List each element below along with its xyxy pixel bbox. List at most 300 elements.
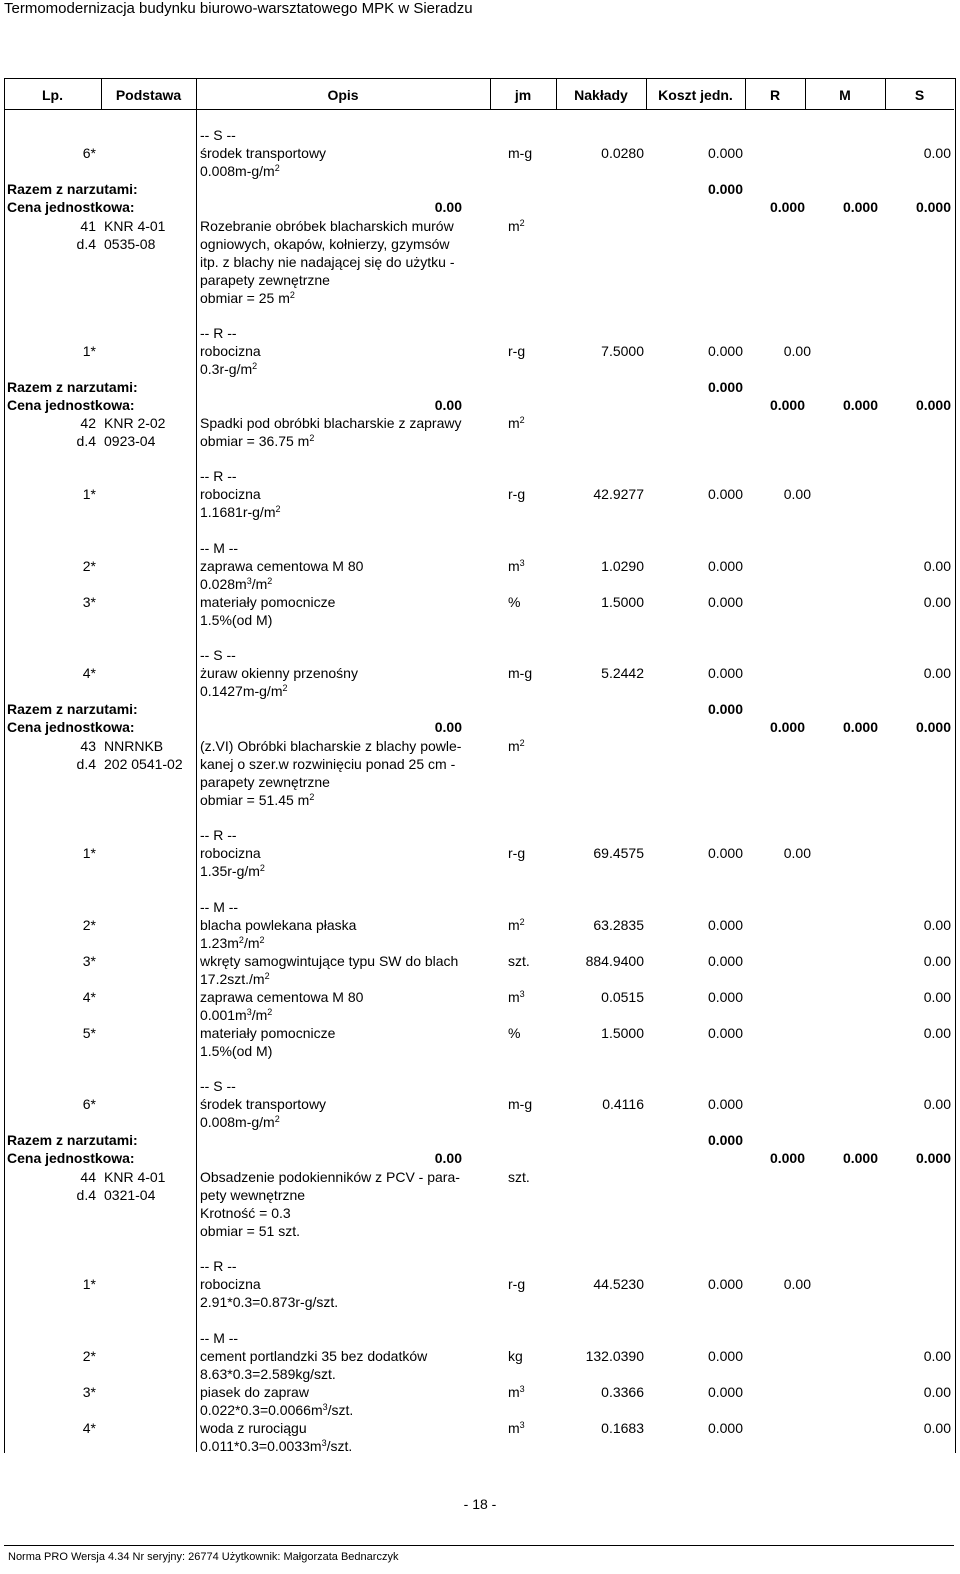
- table-cell-S: [811, 1096, 951, 1112]
- cell-text: 132.0390: [585, 1348, 644, 1364]
- cell-text: r-g: [508, 845, 526, 861]
- table-cell-R: [644, 1276, 743, 1292]
- table-cell-lp: [4, 1187, 96, 1203]
- table-cell-opis: [200, 1258, 490, 1274]
- table-cell-R: [644, 917, 743, 933]
- cell-text: Cena jednostkowa:: [7, 1150, 135, 1166]
- cell-text: 6*: [82, 145, 96, 161]
- cell-text: blacha powlekana płaska: [200, 917, 357, 933]
- table-cell-opis: [200, 415, 490, 431]
- table-cell-jm: [508, 1348, 556, 1364]
- table-cell-opis: [200, 468, 490, 484]
- table-cell-cR: [645, 1150, 805, 1166]
- table-cell-R: [644, 558, 743, 574]
- table-cell-S2: [805, 594, 951, 610]
- cell-text: Razem z narzutami:: [7, 379, 138, 395]
- table-cell-jm: [508, 989, 556, 1005]
- cell-text: Cena jednostkowa:: [7, 397, 135, 413]
- cell-text: obmiar = 25 m: [200, 290, 290, 306]
- cell-text: 69.4575: [593, 845, 644, 861]
- table-cell-cR: [645, 719, 805, 735]
- table-cell-R: [644, 1025, 743, 1041]
- table-cell-nak: [556, 594, 644, 610]
- table-cell-pod: [104, 756, 194, 772]
- cell-text: 0.00: [783, 1276, 811, 1292]
- cell-text: 42.9277: [593, 486, 644, 502]
- table-cell-opis: [200, 1007, 490, 1023]
- table-cell-opis: [200, 612, 490, 628]
- cell-text: 0.000: [707, 558, 743, 574]
- table-cell-lp: [4, 236, 96, 252]
- cell-text: m: [508, 917, 520, 933]
- cell-text: r-g: [508, 343, 526, 359]
- cell-text: 63.2835: [593, 917, 644, 933]
- software-footer: Norma PRO Wersja 4.34 Nr seryjny: 26774 Użytkownik: Małgorzata Bednarczyk: [8, 1551, 399, 1563]
- cell-text: 0.000: [707, 1420, 743, 1436]
- cell-text: 0.000: [707, 953, 743, 969]
- unit-exponent: 2: [259, 935, 265, 945]
- table-cell-lbl: [7, 379, 197, 395]
- cell-text: %: [508, 1025, 521, 1041]
- header-row-border: [4, 109, 954, 110]
- table-cell-nak: [556, 343, 644, 359]
- col-header-naklady: Nakłady: [574, 87, 628, 103]
- cell-text: m: [508, 738, 520, 754]
- cell-text: cement portlandzki 35 bez dodatków: [200, 1348, 428, 1364]
- cell-text: 0.000: [769, 397, 805, 413]
- cell-text: piasek do zapraw: [200, 1384, 309, 1400]
- table-cell-opis: [200, 163, 490, 179]
- table-cell-lp: [4, 1025, 96, 1041]
- table-cell-R: [644, 1384, 743, 1400]
- cell-text: 0.00: [434, 1150, 462, 1166]
- cell-text: 0923-04: [104, 433, 156, 449]
- table-cell-lbl: [7, 719, 197, 735]
- cell-text: 0.00: [783, 343, 811, 359]
- table-cell-opis: [200, 1025, 490, 1041]
- cell-text: m: [508, 558, 520, 574]
- cell-text: 1.5000: [601, 1025, 644, 1041]
- table-cell-lbl: [7, 397, 197, 413]
- table-cell-cM: [805, 199, 878, 215]
- unit-exponent: 2: [259, 863, 265, 873]
- table-cell-opis: [200, 1420, 490, 1436]
- table-cell-opis: [200, 1114, 490, 1130]
- table-cell-R: [644, 989, 743, 1005]
- cell-text: 1*: [82, 845, 96, 861]
- unit-exponent: 2: [252, 361, 258, 371]
- cell-text: 0.0515: [601, 989, 644, 1005]
- cell-text: robocizna: [200, 486, 261, 502]
- table-cell-R: [644, 486, 743, 502]
- cell-text: m-g: [508, 1096, 533, 1112]
- col-header-opis: Opis: [327, 87, 359, 103]
- cell-text: 5.2442: [601, 665, 644, 681]
- cell-text: 0.028m: [200, 576, 247, 592]
- table-cell-c0: [300, 199, 462, 215]
- cell-text: 2*: [82, 558, 96, 574]
- table-cell-lp: [4, 1420, 96, 1436]
- unit-exponent: 2: [267, 1007, 273, 1017]
- unit-exponent: 3: [519, 558, 525, 568]
- cell-text: m: [508, 415, 520, 431]
- cell-text: (z.VI) Obróbki blacharskie z blachy powle-: [200, 738, 462, 754]
- table-cell-opis: [200, 792, 490, 808]
- table-cell-opis: [200, 953, 490, 969]
- cell-text: m: [508, 1384, 520, 1400]
- table-cell-nak: [556, 486, 644, 502]
- cell-text: 0.00: [783, 486, 811, 502]
- table-cell-opis: [200, 1402, 490, 1418]
- table-cell-opis: [200, 863, 490, 879]
- cell-text: 0.000: [707, 701, 743, 717]
- cell-text: 0.1427m-g/m: [200, 683, 283, 699]
- table-cell-nak: [556, 1348, 644, 1364]
- cell-text: 0.00: [434, 397, 462, 413]
- unit-exponent: 2: [274, 163, 280, 173]
- table-cell-lbl: [7, 1132, 197, 1148]
- table-cell-M: [745, 845, 811, 861]
- cell-text: 0.000: [707, 379, 743, 395]
- cell-text: -- M --: [200, 540, 239, 556]
- table-cell-opis: [200, 504, 490, 520]
- table-cell-jm: [508, 1096, 556, 1112]
- table-cell-cS: [878, 1150, 951, 1166]
- table-cell-nak: [556, 665, 644, 681]
- cell-text: 2*: [82, 1348, 96, 1364]
- table-cell-R: [644, 665, 743, 681]
- table-cell-opis: [200, 594, 490, 610]
- cell-text: -- S --: [200, 1078, 236, 1094]
- cell-text: 0.000: [915, 397, 951, 413]
- footer-divider: [4, 1545, 954, 1546]
- cell-text: 0.000: [707, 1384, 743, 1400]
- cell-text: 0.000: [707, 1096, 743, 1112]
- cell-text: 1*: [82, 343, 96, 359]
- col-header-jm: jm: [514, 87, 532, 103]
- cell-text: kg: [508, 1348, 523, 1364]
- cell-text: Obsadzenie podokienników z PCV - para-: [200, 1169, 460, 1185]
- cell-text: 0.00: [923, 953, 951, 969]
- cell-text: 7.5000: [601, 343, 644, 359]
- table-cell-rv: [645, 1132, 743, 1148]
- table-cell-opis: [200, 738, 490, 754]
- unit-exponent: 2: [309, 792, 315, 802]
- cell-text: 3*: [82, 594, 96, 610]
- cell-text: 1.1681r-g/m: [200, 504, 276, 520]
- cell-text: NNRNKB: [104, 738, 164, 754]
- table-cell-opis: [200, 1330, 490, 1346]
- unit-exponent: 2: [264, 971, 270, 981]
- cell-text: 1.5%(od M): [200, 612, 273, 628]
- cell-text: 0.000: [707, 486, 743, 502]
- table-cell-opis: [200, 989, 490, 1005]
- table-cell-opis: [200, 325, 490, 341]
- cell-text: materiały pomocnicze: [200, 1025, 336, 1041]
- cell-text: 884.9400: [585, 953, 644, 969]
- table-cell-opis: [200, 1187, 490, 1203]
- table-cell-S2: [805, 558, 951, 574]
- table-cell-opis: [200, 218, 490, 234]
- table-cell-jm: [508, 558, 556, 574]
- table-cell-S2: [805, 917, 951, 933]
- table-cell-opis: [200, 343, 490, 359]
- cell-text: 0.00: [923, 1420, 951, 1436]
- unit-exponent: 3: [246, 576, 252, 586]
- table-cell-opis: [200, 236, 490, 252]
- cell-text: %: [508, 594, 521, 610]
- cell-text: 0.000: [707, 181, 743, 197]
- table-cell-rv: [645, 379, 743, 395]
- cell-text: 0.1683: [601, 1420, 644, 1436]
- cell-text: 1*: [82, 486, 96, 502]
- table-cell-opis: [200, 272, 490, 288]
- cell-text: 202 0541-02: [104, 756, 183, 772]
- col-header-s: S: [914, 87, 925, 103]
- cell-text: -- M --: [200, 899, 239, 915]
- unit-exponent: 3: [322, 1402, 328, 1412]
- table-cell-lbl: [7, 701, 197, 717]
- table-cell-S2: [805, 989, 951, 1005]
- table-cell-pod: [104, 1169, 194, 1185]
- cell-text: 0.000: [842, 199, 878, 215]
- table-cell-jm: [508, 738, 556, 754]
- cell-text: 0.000: [707, 1025, 743, 1041]
- table-cell-S2: [805, 1420, 951, 1436]
- cell-text: 1.5%(od M): [200, 1043, 273, 1059]
- table-cell-cM: [805, 397, 878, 413]
- cell-text: 0.000: [707, 1132, 743, 1148]
- table-cell-opis: [200, 899, 490, 915]
- cell-text: pety wewnętrzne: [200, 1187, 306, 1203]
- cell-text: 0.00: [923, 1096, 951, 1112]
- table-cell-pod: [104, 236, 194, 252]
- cell-text: r-g: [508, 1276, 526, 1292]
- unit-exponent: 3: [519, 1384, 525, 1394]
- unit-exponent: 3: [321, 1438, 327, 1448]
- table-cell-jm: [508, 218, 556, 234]
- cell-text: -- S --: [200, 127, 236, 143]
- unit-tail: /szt.: [326, 1438, 353, 1454]
- cell-text: 4*: [82, 989, 96, 1005]
- table-cell-pod: [104, 433, 194, 449]
- cell-text: 0.0280: [601, 145, 644, 161]
- table-cell-nak: [556, 845, 644, 861]
- cell-text: -- R --: [200, 827, 237, 843]
- cell-text: 0.4116: [602, 1096, 644, 1112]
- table-cell-lp: [4, 145, 96, 161]
- table-cell-lp: [4, 343, 96, 359]
- table-cell-opis: [200, 558, 490, 574]
- table-cell-opis: [200, 774, 490, 790]
- table-cell-lp: [4, 1384, 96, 1400]
- table-cell-opis: [200, 683, 490, 699]
- table-cell-lp: [4, 1169, 96, 1185]
- cell-text: obmiar = 51.45 m: [200, 792, 310, 808]
- cell-text: 0.000: [707, 989, 743, 1005]
- table-cell-S2: [805, 1384, 951, 1400]
- table-cell-rv: [645, 181, 743, 197]
- table-cell-cS: [878, 397, 951, 413]
- table-cell-opis: [200, 1223, 490, 1239]
- cell-text: m-g: [508, 145, 533, 161]
- unit-exponent: 2: [238, 935, 244, 945]
- table-cell-nak: [556, 558, 644, 574]
- table-cell-jm: [508, 845, 556, 861]
- cell-text: 0.000: [915, 199, 951, 215]
- cell-text: woda z rurociągu: [200, 1420, 307, 1436]
- cell-text: środek transportowy: [200, 1096, 327, 1112]
- cell-text: m: [508, 218, 520, 234]
- cell-text: r-g: [508, 486, 526, 502]
- cell-text: 0.000: [707, 594, 743, 610]
- table-cell-M: [745, 343, 811, 359]
- table-cell-opis: [200, 1043, 490, 1059]
- cell-text: 0.022*0.3=0.0066m: [200, 1402, 323, 1418]
- table-cell-nak: [556, 1384, 644, 1400]
- cell-text: 0.000: [707, 145, 743, 161]
- cell-text: 0.008m-g/m: [200, 1114, 275, 1130]
- table-cell-jm: [508, 665, 556, 681]
- table-cell-S2: [805, 953, 951, 969]
- cell-text: 1*: [82, 1276, 96, 1292]
- table-cell-nak: [556, 1025, 644, 1041]
- cell-text: 0.000: [707, 665, 743, 681]
- table-cell-nak: [556, 989, 644, 1005]
- cell-text: 6*: [82, 1096, 96, 1112]
- table-cell-lp: [4, 415, 96, 431]
- unit-tail: /m: [251, 1007, 268, 1023]
- table-cell-jm: [508, 486, 556, 502]
- cell-text: Spadki pod obróbki blacharskie z zaprawy: [200, 415, 462, 431]
- cell-text: KNR 2-02: [104, 415, 166, 431]
- table-cell-lp: [4, 433, 96, 449]
- cell-text: 3*: [82, 1384, 96, 1400]
- cell-text: 4*: [82, 665, 96, 681]
- cell-text: 0.000: [769, 1150, 805, 1166]
- cell-text: zaprawa cementowa M 80: [200, 558, 364, 574]
- table-cell-opis: [200, 290, 490, 306]
- table-cell-M: [745, 486, 811, 502]
- cell-text: 0.00: [923, 917, 951, 933]
- unit-exponent: 2: [519, 917, 525, 927]
- table-cell-pod: [104, 218, 194, 234]
- table-cell-lbl: [7, 181, 197, 197]
- table-cell-lp: [4, 218, 96, 234]
- table-cell-lp: [4, 1348, 96, 1364]
- cell-text: 8.63*0.3=2.589kg/szt.: [200, 1366, 336, 1382]
- table-cell-lp: [4, 1276, 96, 1292]
- cell-text: 43: [80, 738, 96, 754]
- cell-text: 0535-08: [104, 236, 156, 252]
- table-cell-opis: [200, 935, 490, 951]
- table-cell-opis: [200, 917, 490, 933]
- table-cell-opis: [200, 647, 490, 663]
- table-cell-R: [644, 594, 743, 610]
- table-cell-opis: [200, 540, 490, 556]
- table-cell-jm: [508, 1420, 556, 1436]
- cell-text: 0.00: [434, 199, 462, 215]
- unit-exponent: 2: [282, 683, 288, 693]
- cell-text: 0.00: [923, 145, 951, 161]
- table-cell-c0: [300, 719, 462, 735]
- cell-text: 44.5230: [593, 1276, 644, 1292]
- table-cell-nak: [556, 145, 644, 161]
- table-cell-lp: [4, 665, 96, 681]
- cell-text: szt.: [508, 1169, 530, 1185]
- cell-text: m: [508, 1420, 520, 1436]
- table-cell-nak: [556, 917, 644, 933]
- cell-text: d.4: [76, 433, 96, 449]
- cell-text: 0.00: [434, 719, 462, 735]
- table-cell-opis: [200, 1366, 490, 1382]
- col-header-m: M: [839, 87, 851, 103]
- table-cell-jm: [508, 1169, 556, 1185]
- table-cell-R: [644, 1348, 743, 1364]
- cell-text: m-g: [508, 665, 533, 681]
- col-header-r: R: [769, 87, 781, 103]
- table-cell-pod: [104, 738, 194, 754]
- col-header-podstawa: Podstawa: [115, 87, 182, 103]
- table-cell-S: [811, 145, 951, 161]
- table-cell-jm: [508, 145, 556, 161]
- cell-text: d.4: [76, 1187, 96, 1203]
- cell-text: d.4: [76, 236, 96, 252]
- cell-text: 0.000: [842, 397, 878, 413]
- cell-text: 0321-04: [104, 1187, 156, 1203]
- table-cell-rv: [645, 701, 743, 717]
- unit-exponent: 2: [267, 576, 273, 586]
- table-cell-jm: [508, 1384, 556, 1400]
- cell-text: 0.000: [707, 845, 743, 861]
- cell-text: wkręty samogwintujące typu SW do blach: [200, 953, 459, 969]
- table-cell-nak: [556, 1096, 644, 1112]
- table-cell-jm: [508, 1025, 556, 1041]
- cell-text: żuraw okienny przenośny: [200, 665, 358, 681]
- cell-text: 2.91*0.3=0.873r-g/szt.: [200, 1294, 339, 1310]
- cell-text: 0.000: [707, 343, 743, 359]
- cell-text: 1.35r-g/m: [200, 863, 260, 879]
- cell-text: robocizna: [200, 343, 261, 359]
- unit-exponent: 2: [275, 504, 281, 514]
- cell-text: materiały pomocnicze: [200, 594, 336, 610]
- cell-text: -- R --: [200, 325, 237, 341]
- cell-text: 0.3r-g/m: [200, 361, 253, 377]
- cell-text: szt.: [508, 953, 530, 969]
- table-cell-opis: [200, 1294, 490, 1310]
- table-cell-cR: [645, 397, 805, 413]
- table-cell-S2: [805, 1025, 951, 1041]
- table-cell-M: [745, 1276, 811, 1292]
- table-cell-pod: [104, 415, 194, 431]
- table-cell-nak: [556, 1276, 644, 1292]
- table-cell-cS: [878, 199, 951, 215]
- table-cell-nak: [556, 953, 644, 969]
- unit-exponent: 2: [519, 415, 525, 425]
- table-cell-pod: [104, 1187, 194, 1203]
- cell-text: 1.0290: [601, 558, 644, 574]
- table-cell-opis: [200, 1348, 490, 1364]
- table-cell-opis: [200, 1384, 490, 1400]
- table-cell-opis: [200, 1078, 490, 1094]
- table-cell-c0: [300, 397, 462, 413]
- table-cell-opis: [200, 1276, 490, 1292]
- cell-text: Cena jednostkowa:: [7, 719, 135, 735]
- table-cell-R: [644, 1096, 743, 1112]
- table-cell-cR: [645, 199, 805, 215]
- cell-text: 0.000: [707, 917, 743, 933]
- table-cell-lp: [4, 594, 96, 610]
